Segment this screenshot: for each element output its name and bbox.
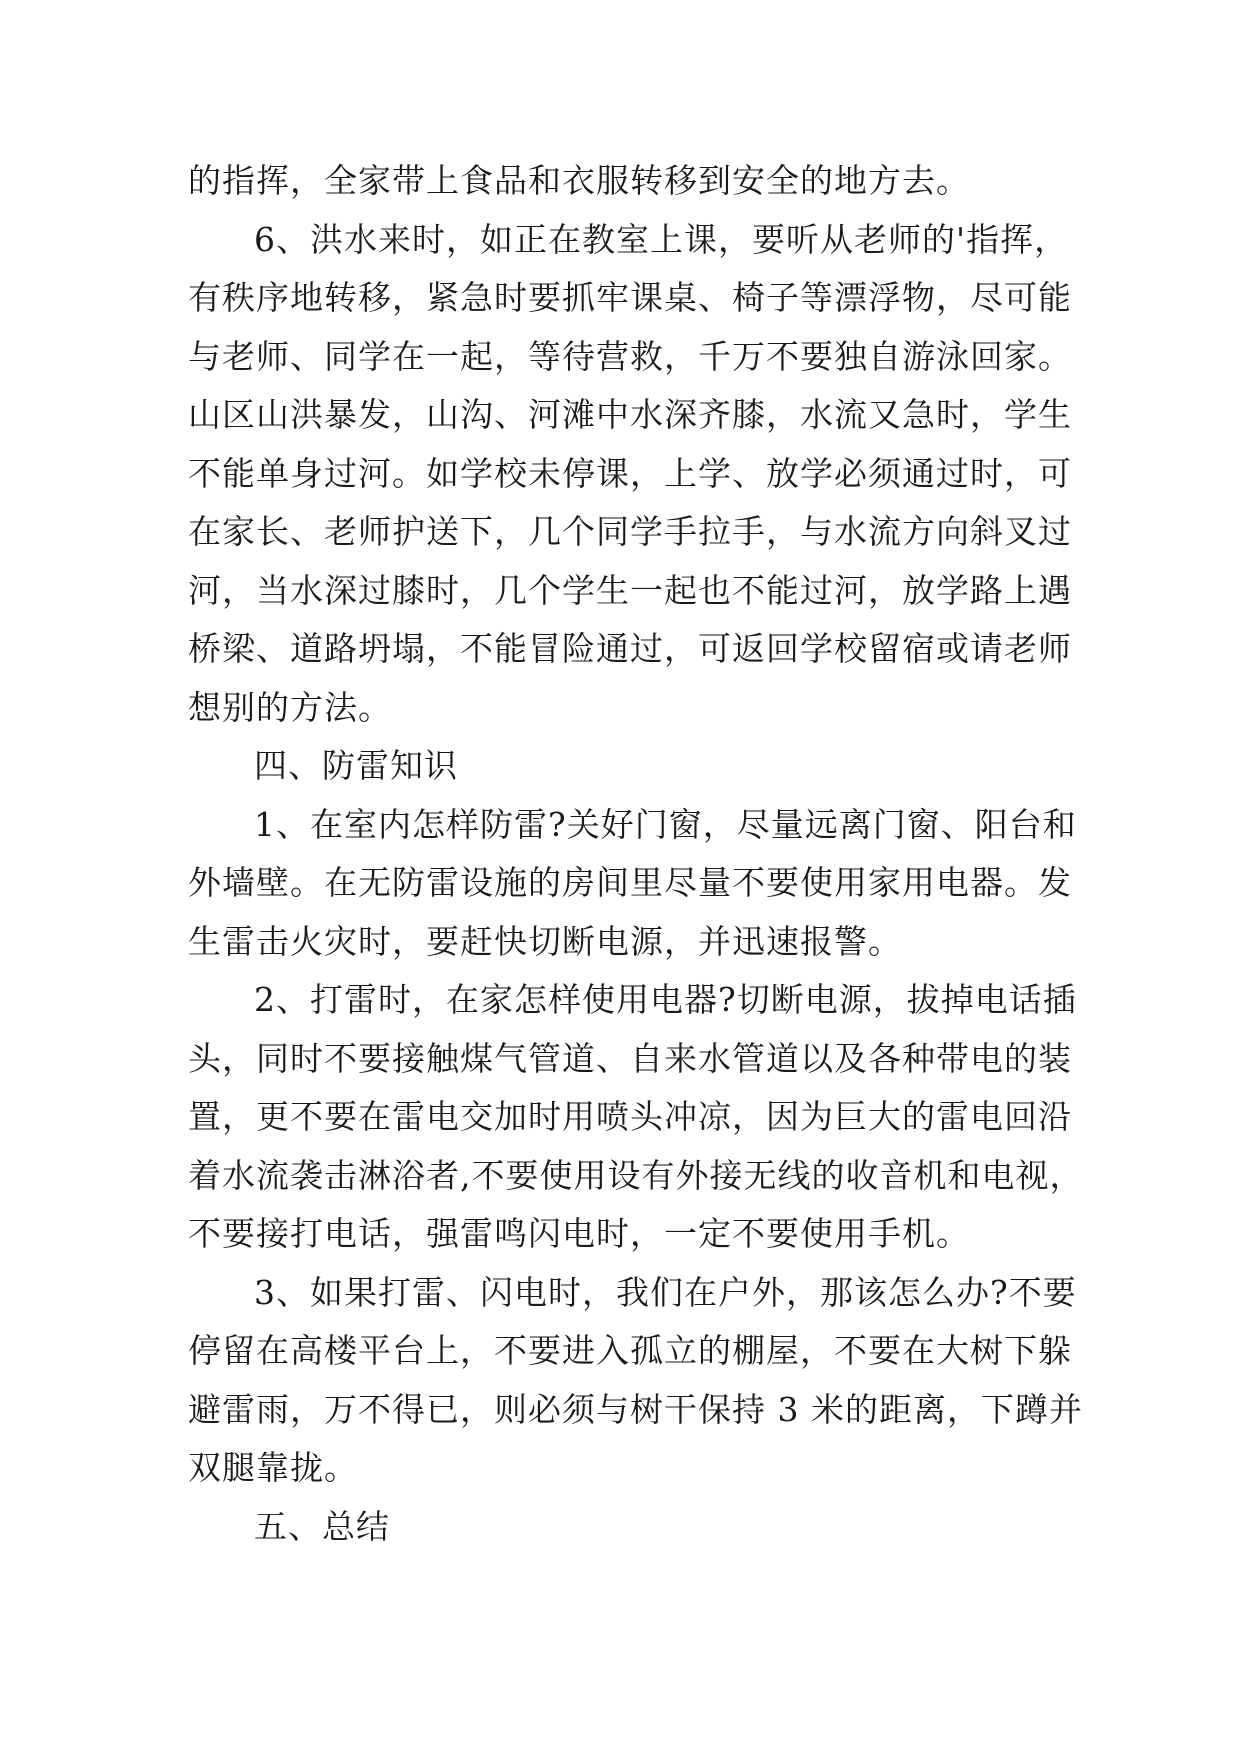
text-line: 不要接打电话，强雷鸣闪电时，一定不要使用手机。 <box>188 1214 970 1253</box>
text-line: 双腿靠拢。 <box>188 1448 358 1487</box>
text-line: 停留在高楼平台上，不要进入孤立的棚屋，不要在大树下躲 <box>188 1331 1072 1370</box>
text-line: 不能单身过河。如学校未停课，上学、放学必须通过时，可 <box>188 453 1072 493</box>
text-line: 想别的方法。 <box>188 687 392 727</box>
text-line: 生雷击火灾时，要赶快切断电源，并迅速报警。 <box>188 921 902 961</box>
text-line: 置，更不要在雷电交加时用喷头冲凉，因为巨大的雷电回沿 <box>188 1097 1072 1136</box>
section-heading-summary: 五、总结 <box>254 1506 390 1546</box>
text-line: 头，同时不要接触煤气管道、自来水管道以及各种带电的装 <box>188 1038 1072 1078</box>
text-line: 着水流袭击淋浴者,不要使用设有外接无线的收音机和电视， <box>188 1155 1084 1195</box>
text-line: 桥梁、道路坍塌，不能冒险通过，可返回学校留宿或请老师 <box>188 629 1072 668</box>
paragraph-item-3-start: 3、如果打雷、闪电时，我们在户外，那该怎么办?不要 <box>254 1272 1077 1312</box>
text-line: 外墙壁。在无防雷设施的房间里尽量不要使用家用电器。发 <box>188 863 1072 902</box>
section-heading-lightning: 四、防雷知识 <box>254 746 458 785</box>
text-line: 山区山洪暴发，山沟、河滩中水深齐膝，水流又急时，学生 <box>188 395 1072 434</box>
text-line: 的指挥，全家带上食品和衣服转移到安全的地方去。 <box>188 161 970 200</box>
text-line: 在家长、老师护送下，几个同学手拉手，与水流方向斜叉过 <box>188 512 1072 551</box>
paragraph-item-2-start: 2、打雷时，在家怎样使用电器?切断电源，拔掉电话插 <box>254 980 1077 1019</box>
text-line: 与老师、同学在一起，等待营救，千万不要独自游泳回家。 <box>188 336 1072 376</box>
text-line: 避雷雨，万不得已，则必须与树干保持 3 米的距离，下蹲并 <box>188 1389 1083 1429</box>
paragraph-item-6-start: 6、洪水来时，如正在教室上课，要听从老师的'指挥， <box>254 219 1069 259</box>
text-line: 有秩序地转移，紧急时要抓牢课桌、椅子等漂浮物，尽可能 <box>188 278 1072 317</box>
text-line: 河，当水深过膝时，几个学生一起也不能过河，放学路上遇 <box>188 570 1072 610</box>
document-body <box>188 152 1084 1556</box>
paragraph-item-1-start: 1、在室内怎样防雷?关好门窗，尽量远离门窗、阳台和 <box>254 804 1077 844</box>
